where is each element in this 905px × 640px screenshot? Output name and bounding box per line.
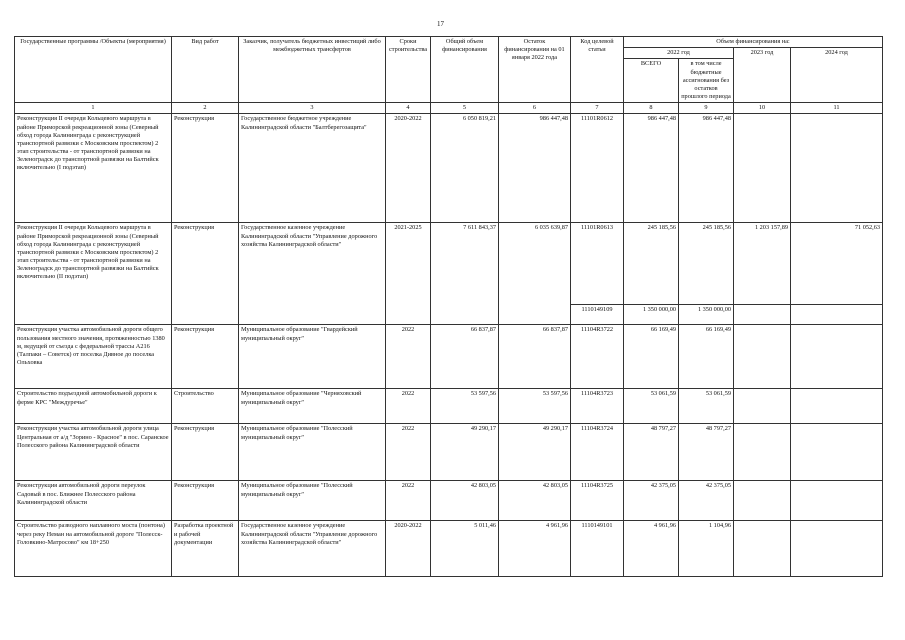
cell-2022-all: 245 185,56 — [624, 223, 679, 305]
cell-program: Реконструкция II очереди Кольцевого маршрута в районе Приморской рекреационной зоны (Северный обход города Калининграда с реконструкцией транспортной развязки с Московским проспектом) 2 этап строительства - от транспортной развязки на Зеленоградск до транспортной развязки на Балтийск включительно (II подэтап) — [15, 223, 172, 325]
cell-2022-incl: 66 169,49 — [679, 325, 734, 389]
cell-customer: Муниципальное образование "Полесский муниципальный округ" — [239, 424, 386, 481]
cell-program: Строительство разводного наплавного моста (понтона) через реку Неман на автомобильной дороге "Полесск-Головкино-Матросово" км 18+250 — [15, 521, 172, 577]
cell-2022-all: 1 350 000,00 — [624, 305, 679, 325]
cell-program: Реконструкция автомобильной дороги переулок Садовый в пос. Ближнее Полесского района Калининградской области — [15, 481, 172, 521]
cell-code: 11104R3722 — [571, 325, 624, 389]
cell-customer: Государственное бюджетное учреждение Калининградской области "Балтберегозащита" — [239, 114, 386, 223]
cell-code: 1110149101 — [571, 521, 624, 577]
cell-work-type: Реконструкция — [172, 481, 239, 521]
cell-total: 49 290,17 — [431, 424, 499, 481]
header-financing: Объем финансирования на: — [624, 37, 883, 48]
column-number: 10 — [734, 103, 791, 114]
cell-period: 2020-2022 — [386, 114, 431, 223]
cell-customer: Муниципальное образование "Черняховский муниципальный округ" — [239, 389, 386, 424]
cell-period: 2022 — [386, 481, 431, 521]
table-row — [15, 114, 883, 223]
cell-period: 2022 — [386, 424, 431, 481]
table-row — [15, 223, 883, 305]
cell-2023 — [734, 481, 791, 521]
cell-2022-all: 53 061,59 — [624, 389, 679, 424]
cell-work-type: Реконструкция — [172, 114, 239, 223]
header-row-1 — [15, 37, 883, 48]
cell-code: 11104R3725 — [571, 481, 624, 521]
cell-2023 — [734, 521, 791, 577]
cell-remainder: 66 837,87 — [499, 325, 571, 389]
cell-program: Реконструкция II очереди Кольцевого маршрута в районе Приморской рекреационной зоны (Северный обход города Калининграда с реконструкцией транспортной развязки с Московским проспектом) 2 этап строительства - от транспортной развязки на Зеленоградск до транспортной развязки на Балтийск включительно (I подэтап) — [15, 114, 172, 223]
column-number: 9 — [679, 103, 734, 114]
cell-2024 — [791, 424, 883, 481]
header-incl: в том числе бюджетные ассигнования без остатков прошлого периода — [679, 59, 734, 103]
cell-remainder: 4 961,96 — [499, 521, 571, 577]
cell-2022-all: 986 447,48 — [624, 114, 679, 223]
cell-2022-incl: 1 350 000,00 — [679, 305, 734, 325]
cell-2023 — [734, 389, 791, 424]
column-number: 7 — [571, 103, 624, 114]
cell-2023: 1 203 157,89 — [734, 223, 791, 305]
column-number: 2 — [172, 103, 239, 114]
cell-remainder: 49 290,17 — [499, 424, 571, 481]
cell-2024 — [791, 305, 883, 325]
cell-work-type: Реконструкция — [172, 223, 239, 325]
cell-program: Реконструкция участка автомобильной дороги улица Центральная от а/д "Зорино - Красное" в пос. Саранское Полесского района Калининградской области — [15, 424, 172, 481]
header-program: Государственные программы /Объекты (мероприятия) — [15, 37, 172, 103]
header-year-2023: 2023 год — [734, 48, 791, 103]
cell-remainder: 42 803,05 — [499, 481, 571, 521]
cell-period: 2021-2025 — [386, 223, 431, 325]
investment-table — [14, 36, 883, 577]
table-row — [15, 521, 883, 577]
cell-work-type: Строительство — [172, 389, 239, 424]
cell-customer: Муниципальное образование "Гвардейский муниципальный округ" — [239, 325, 386, 389]
header-all: ВСЕГО — [624, 59, 679, 103]
cell-2023 — [734, 305, 791, 325]
cell-code: 11101R0612 — [571, 114, 624, 223]
cell-2022-incl: 53 061,59 — [679, 389, 734, 424]
column-number-row — [15, 103, 883, 114]
cell-code: 1110149109 — [571, 305, 624, 325]
table-row — [15, 424, 883, 481]
cell-2022-all: 4 961,96 — [624, 521, 679, 577]
cell-program: Строительство подъездной автомобильной дороги к ферме КРС "Междуречье" — [15, 389, 172, 424]
cell-2023 — [734, 114, 791, 223]
cell-customer: Государственное казенное учреждение Калининградской области "Управление дорожного хозяйства Калининградской области" — [239, 521, 386, 577]
cell-work-type: Реконструкция — [172, 424, 239, 481]
table-row — [15, 325, 883, 389]
cell-customer: Муниципальное образование "Полесский муниципальный округ" — [239, 481, 386, 521]
column-number: 8 — [624, 103, 679, 114]
page-number: 17 — [437, 20, 444, 28]
cell-2024 — [791, 481, 883, 521]
cell-period: 2020-2022 — [386, 521, 431, 577]
cell-2022-all: 66 169,49 — [624, 325, 679, 389]
cell-2022-incl: 986 447,48 — [679, 114, 734, 223]
cell-period: 2022 — [386, 389, 431, 424]
cell-2024 — [791, 521, 883, 577]
column-number: 11 — [791, 103, 883, 114]
table-row — [15, 389, 883, 424]
table-row — [15, 481, 883, 521]
column-number: 1 — [15, 103, 172, 114]
cell-code: 11104R3724 — [571, 424, 624, 481]
cell-2022-incl: 48 797,27 — [679, 424, 734, 481]
header-period: Сроки строительства — [386, 37, 431, 103]
column-number: 3 — [239, 103, 386, 114]
cell-2023 — [734, 424, 791, 481]
cell-remainder: 986 447,48 — [499, 114, 571, 223]
header-code: Код целевой статьи — [571, 37, 624, 103]
header-year-2024: 2024 год — [791, 48, 883, 103]
cell-total: 6 050 819,21 — [431, 114, 499, 223]
cell-2024 — [791, 389, 883, 424]
cell-code: 11104R3723 — [571, 389, 624, 424]
cell-total: 5 011,46 — [431, 521, 499, 577]
cell-period: 2022 — [386, 325, 431, 389]
cell-total: 66 837,87 — [431, 325, 499, 389]
header-work-type: Вид работ — [172, 37, 239, 103]
cell-2022-all: 42 375,05 — [624, 481, 679, 521]
cell-customer: Государственное казенное учреждение Калининградской области "Управление дорожного хозяйства Калининградской области" — [239, 223, 386, 325]
header-customer: Заказчик, получатель бюджетных инвестиций либо межбюджетных трансфертов — [239, 37, 386, 103]
cell-code: 11101R0613 — [571, 223, 624, 305]
column-number: 6 — [499, 103, 571, 114]
cell-2022-all: 48 797,27 — [624, 424, 679, 481]
header-remainder: Остаток финансирования на 01 января 2022 года — [499, 37, 571, 103]
cell-total: 53 597,56 — [431, 389, 499, 424]
cell-remainder: 53 597,56 — [499, 389, 571, 424]
cell-2022-incl: 245 185,56 — [679, 223, 734, 305]
cell-total: 7 611 843,37 — [431, 223, 499, 325]
cell-2023 — [734, 325, 791, 389]
cell-total: 42 803,05 — [431, 481, 499, 521]
cell-work-type: Реконструкция — [172, 325, 239, 389]
cell-remainder: 6 035 639,87 — [499, 223, 571, 325]
column-number: 4 — [386, 103, 431, 114]
cell-2022-incl: 42 375,05 — [679, 481, 734, 521]
cell-work-type: Разработка проектной и рабочей документации — [172, 521, 239, 577]
header-year-2022: 2022 год — [624, 48, 734, 59]
header-total: Общий объем финансирования — [431, 37, 499, 103]
cell-2024: 71 052,63 — [791, 223, 883, 305]
cell-2024 — [791, 114, 883, 223]
cell-program: Реконструкция участка автомобильной дороги общего пользования местного значения, протяженностью 1380 м, ведущей от съезда с федеральной трассы А216 (Талпаки – Советск) от поселка Дивное до поселка Ольховка — [15, 325, 172, 389]
cell-2024 — [791, 325, 883, 389]
cell-2022-incl: 1 104,96 — [679, 521, 734, 577]
column-number: 5 — [431, 103, 499, 114]
